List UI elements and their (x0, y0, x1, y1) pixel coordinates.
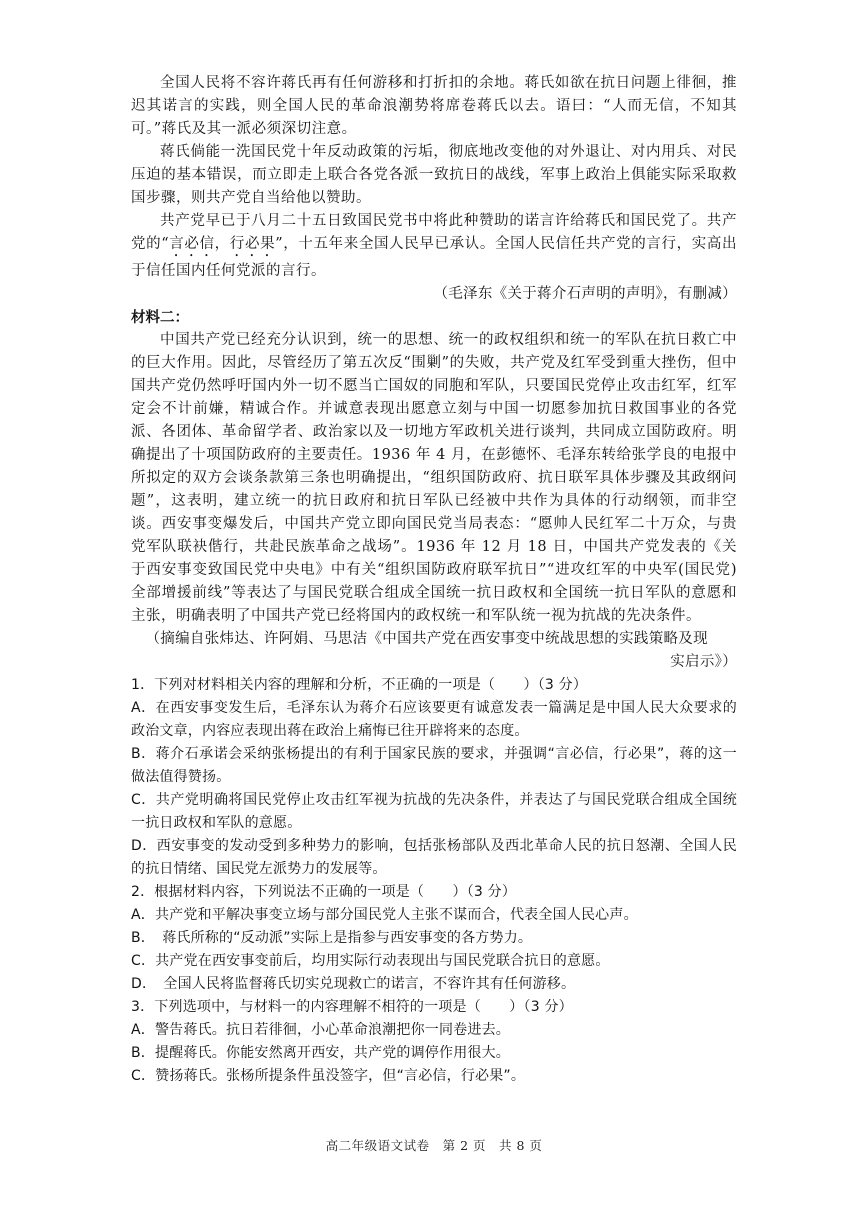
question-1-option-a: A．在西安事变发生后，毛泽东认为蒋介石应该要更有诚意发表一篇满足是中国人民大众要求的政治文章，内容应表现出蒋在政治上痛悔已往开辟将来的态度。 (131, 700, 737, 739)
question-1-stem: 1．下列对材料相关内容的理解和分析，不正确的一项是（ ）（3 分） (131, 677, 588, 693)
material1-paragraph-3 (131, 210, 737, 283)
material1-paragraph-3-part-b: ”，十五年来全国人民早已承认。全国人民信任共产党的言行，实高出于信任国内任何党派的言行。 (131, 236, 737, 279)
material2-source-line-2: 实启示》） (670, 654, 737, 670)
question-1-option-b: B．蒋介石承诺会采纳张杨提出的有利于国家民族的要求，并强调“言必信，行必果”，蒋的这一做法值得赞扬。 (131, 746, 737, 785)
page-footer: 高二年级语文试卷 第 2 页 共 8 页 (325, 1138, 543, 1153)
question-3-stem: 3．下列选项中，与材料一的内容理解不相符的一项是（ ）（3 分） (131, 999, 573, 1015)
page-content (131, 72, 737, 1088)
question-2-option-d: D． 全国人民将监督蒋氏切实兑现救亡的诺言，不容许其有任何游移。 (131, 976, 576, 992)
material2-paragraph: 中国共产党已经充分认识到，统一的思想、统一的政权组织和统一的军队在抗日救亡中的巨大作用。因此，尽管经历了第五次反“围剿”的失败，共产党及红军受到重大挫伤，但中国共产党仍然呼吁国内外一切不愿当亡国奴的同胞和军队，只要国民党停止攻击红军，红军定会不计前嫌，精诚合作。并诚意表现出愿意立刻与中国一切愿参加抗日救国事业的各党派、各团体、革命留学者、政治家以及一切地方军政机关进行谈判，共同成立国防政府。明确提出了十项国防政府的主要责任。1936 年 4 月，在彭德怀、毛泽东转给张学良的电报中所拟定的双方会谈条款第三条也明确提出，“组织国防政府、抗日联军具体步骤及其政纲问题”，这表明，建立统一的抗日政府和抗日军队已经被中共作为具体的行动纲领，而非空谈。西安事变爆发后，中国共产党立即向国民党当局表态：“愿帅人民红军二十万众，与贵党军队联袂偕行，共赴民族革命之战场”。1936 年 12 月 18 日，中国共产党发表的《关于西安事变致国民党中央电》中有关“组织国防政府联军抗日”“进攻红军的中央军(国民党)全部增援前线”等表达了与国民党联合组成全国统一抗日政权和全国统一抗日军队的意愿和主张，明确表明了中国共产党已经将国内的政权统一和军队统一视为抗战的先决条件。 (131, 332, 737, 624)
question-1-option-c: C．共产党明确将国民党停止攻击红军视为抗战的先决条件，并表达了与国民党联合组成全国统一抗日政权和军队的意愿。 (131, 792, 737, 831)
material1-paragraph-3-part-a: 共产党早已于八月二十五日致国民党书中将此种赞助的诺言许给蒋氏和国民党了。共产党的“ (131, 213, 737, 252)
question-2 (131, 881, 737, 996)
question-3-option-b: B．提醒蒋氏。你能安然离开西安，共产党的调停作用很大。 (131, 1045, 511, 1061)
question-3 (131, 996, 737, 1088)
material1-paragraph-2: 蒋氏倘能一洗国民党十年反动政策的污垢，彻底地改变他的对外退让、对内用兵、对民压迫的基本错误，而立即走上联合各党各派一致抗日的战线，军事上政治上俱能实际采取救国步骤，则共产党自当给他以赞助。 (131, 144, 737, 206)
material2-heading: 材料二： (131, 309, 189, 326)
question-2-option-b: B． 蒋氏所称的“反动派”实际上是指参与西安事变的各方势力。 (131, 930, 533, 946)
question-2-option-c: C．共产党在西安事变前后，均用实际行动表现出与国民党联合抗日的意愿。 (131, 953, 610, 969)
question-2-stem: 2．根据材料内容，下列说法不正确的一项是（ ）（3 分） (131, 884, 517, 900)
material2-source-line-1: （摘编自张炜达、许阿娟、马思洁《中国共产党在西安事变中统战思想的实践策略及现 (145, 631, 708, 647)
question-2-option-a: A．共产党和平解决事变立场与部分国民党人主张不谋而合，代表全国人民心声。 (131, 907, 638, 923)
material1-paragraph-1: 全国人民将不容许蒋氏再有任何游移和打折扣的余地。蒋氏如欲在抗日问题上徘徊，推迟其诺言的实践，则全国人民的革命浪潮势将席卷蒋氏以去。语曰：“人而无信，不知其可。”蒋氏及其一派必须深切注意。 (131, 75, 737, 137)
emphasized-quote: 言必信，行必果 (169, 236, 276, 252)
question-1-option-d: D．西安事变的发动受到多种势力的影响，包括张杨部队及西北革命人民的抗日怒潮、全国人民的抗日情绪、国民党左派势力的发展等。 (131, 838, 737, 877)
question-3-option-c: C．赞扬蒋氏。张杨所提条件虽没签字，但“言必信，行必果”。 (131, 1068, 526, 1084)
question-3-option-a: A．警告蒋氏。抗日若徘徊，小心革命浪潮把你一同卷进去。 (131, 1022, 510, 1038)
question-1 (131, 674, 737, 881)
material1-source: （毛泽东《关于蒋介石声明的声明》，有删减） (433, 286, 737, 302)
